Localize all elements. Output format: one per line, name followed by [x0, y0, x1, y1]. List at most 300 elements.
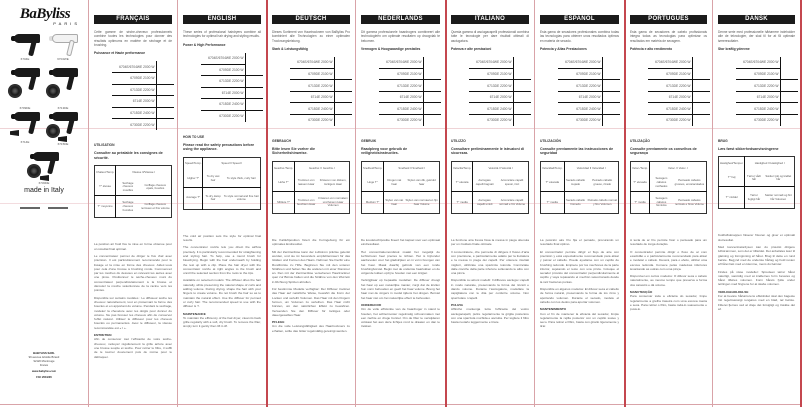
- power-row: [736, 80, 798, 92]
- model-label: 6704WE: [57, 57, 69, 61]
- table-row: [95, 196, 172, 218]
- safety-notice: Raadpleeg voor gebruik de veiligheidsinstructies.: [361, 146, 408, 156]
- table-cell: Séchage cheveux humides: [116, 196, 140, 218]
- table-cell: Acconciare capelli spessi, ricci: [500, 178, 524, 186]
- power-value: 6730DE 2200 W: [648, 114, 692, 126]
- power-value: 6730DE 2200 W: [558, 114, 602, 126]
- power-value: 6730DE 2200 W: [469, 114, 513, 126]
- power-row: [201, 99, 263, 111]
- power-value: 6709DE 2100 W: [469, 68, 513, 80]
- power-table: [736, 57, 798, 126]
- usage-heading: UTILISATION: [94, 143, 115, 148]
- power-value: 6730DE 2200 W: [379, 114, 423, 126]
- performance-heading: Stor kraftig ydeevne: [718, 46, 750, 51]
- table-cell: Penteado cabelos normais e finos Volume: [673, 192, 707, 214]
- power-row: [379, 103, 441, 115]
- power-check-cell: [245, 76, 263, 88]
- language-header: DANSK: [718, 15, 795, 24]
- table-cell: Secagem cabelos molhados: [655, 176, 668, 188]
- table-cell: T° elevada: [541, 175, 565, 192]
- instructions-body: [630, 238, 707, 311]
- usage-heading: UTILIZAÇÃO: [630, 138, 650, 143]
- power-row: [290, 80, 352, 92]
- power-value: 6730DE 2200 W: [201, 110, 245, 122]
- intro-text: Dieses Sortiment von Haartrocknern von BaByliss Pro kombiniert alle Technologien zu einer optimalen Trocknungsleistung.: [272, 30, 350, 43]
- maintenance-heading: VEDLIGEHOLDELSE: [718, 289, 749, 294]
- diffuser-paragraph: Disponibile su alcuni modelli: Il diffusore asciuga i capelli in modo naturale, preservando la forma dei riccioli e dando volume. Durante l'asciugatura, modellare la capigliatura con le dita per conferire volume. Non spazzolare i capelli.: [451, 278, 529, 300]
- table-cell: Secado cabello mojado: [565, 178, 586, 186]
- power-check-cell: [513, 57, 531, 69]
- power-check-cell: [602, 68, 620, 80]
- speed-temp-table: [451, 161, 529, 214]
- performance-heading: Vermogen & Hoogwaardige prestaties: [361, 46, 421, 51]
- power-check-cell: [245, 110, 263, 122]
- table-header-row: [541, 162, 619, 175]
- power-row: [379, 114, 441, 126]
- power-row: [469, 57, 531, 69]
- power-check-cell: [156, 73, 174, 85]
- language-column-lang-2: [267, 0, 355, 407]
- brand-name: BaByliss: [19, 6, 71, 22]
- brand-subtitle: PARIS: [53, 21, 80, 26]
- power-check-cell: [780, 57, 798, 69]
- table-cell: Coiffage cheveux normaux et fins volume: [140, 196, 172, 218]
- maintenance-paragraph: Afin de conserver tout l'efficacité de votre sèche-cheveux, nettoyez régulièrement la grille arrière avec une brosse souple et sèche. Pour retirer le filtre, il suffit de le tourner doucement puis de même pour le débloquer.: [94, 337, 172, 359]
- power-check-cell: [334, 91, 352, 103]
- intro-text: Dit gamma professionele haardrogers combineert alle technologieën om optimale resultaten op droogvlak te bekomen.: [361, 30, 440, 43]
- table-cell: Medium T°: [362, 192, 384, 214]
- table-header-row: [452, 162, 529, 175]
- power-row: [201, 76, 263, 88]
- power-row: [290, 91, 352, 103]
- table-cell: T° media: [541, 192, 565, 214]
- power-value: 6704E/6704WE 2000 W: [743, 60, 779, 65]
- safety-notice: Consulter au préalable les consignes de sécurité.: [94, 151, 163, 160]
- concentrator-paragraph: O concentrador permite dirigir o fluxo de ar com exactidão e é particularmente recomendado para alisar e modelar o cabelo. Deverá, para o efeito, utilizar uma escova redonda. Comece pelas madeixas inferiores levantando as outras com uma pinça.: [630, 249, 707, 271]
- table-header-cell: Veloc./Temp.: [631, 162, 650, 175]
- cold-air-paragraph: The cold air position sets the style for optimal final results.: [183, 233, 261, 243]
- instructions-body: [451, 238, 529, 324]
- hair-dryer-image: [52, 68, 82, 82]
- power-row: [201, 110, 263, 122]
- speed-temp-table: [94, 165, 172, 218]
- language-column-lang-6: [625, 0, 712, 407]
- table-cell: Séchage cheveux mouillés: [122, 180, 134, 192]
- power-value: 6713DE 2200 W: [290, 80, 334, 92]
- model-label: 6715DE: [57, 142, 69, 146]
- maintenance-paragraph: For at bevare hårtørrerens effektivitet skal den bageste rist regelmæssigt rengøres med en blød, tør børste. Filteret fjernes ved at dreje det forsigtigt og trække det af.: [718, 294, 795, 311]
- power-row: [648, 68, 710, 80]
- table-cell: Stylen van normaal en fijn haar Volume: [404, 192, 439, 214]
- concentrator-paragraph: Il concentratore, che permette di dirigere il flusso d'aria con precisione, è particolarmente adatto per la lisciatura e la messa in piega dei capelli. Per ottenere risultati migliori, utilizzate una spazzola rotonda. Cominciate dalle ciocche della parte inferiore sollevando le altre con una pinza.: [451, 249, 529, 276]
- power-row: [201, 87, 263, 99]
- table-cell: Coiffage cheveux épais, bouclés: [144, 182, 167, 191]
- table-cell: Frisieren von normalem und feinem Haar Volumen: [317, 192, 349, 214]
- intro-text: These series of professional hairdryers combine all technologies for optimal hair drying and styling results.: [183, 30, 261, 39]
- power-value: 6730DE 2200 W: [112, 119, 156, 131]
- power-row: [736, 91, 798, 103]
- model-label: 6730DE: [38, 181, 50, 185]
- diffuser-paragraph: Disponible en algunos modelos: El difusor seca el cabello de forma natural, preservando la forma de los rizos y aportando volumen. Durante el secado, modele el cabello con los dedos para aportar volumen.: [540, 287, 619, 304]
- power-check-cell: [513, 103, 531, 115]
- table-cell: Secagem cabelos húmidos: [650, 192, 673, 214]
- power-row: [379, 68, 441, 80]
- power-value: 6709DE 2100 W: [112, 73, 156, 85]
- power-check-cell: [513, 114, 531, 126]
- table-cell: Tørrer fugtigt hår: [745, 187, 763, 209]
- table-row: [362, 192, 440, 214]
- power-row: [379, 80, 441, 92]
- table-header-cell: Velocidad/Temp.: [541, 162, 565, 175]
- table-header-cell: Speed II Speed I: [221, 161, 243, 166]
- table-cell: Secado cabello húmedo: [564, 192, 586, 214]
- table-header-row: [184, 157, 261, 170]
- power-check-cell: [602, 91, 620, 103]
- table-cell: To dry wet hair: [206, 173, 220, 182]
- intro-text: Esta gama de secadores de cabelo profissionais integra todas as tecnologias para optimizar os resultados em matéria de secagem.: [630, 30, 707, 43]
- hair-dryer-image: [14, 112, 44, 126]
- table-header-cell: Geschw./Temp.: [273, 162, 295, 175]
- power-value: 6715DE 2400 W: [379, 103, 423, 115]
- power-check-cell: [156, 119, 174, 131]
- table-cell: Hoge T°: [362, 175, 384, 192]
- power-check-cell: [692, 80, 710, 92]
- power-value: 6714E 2000 W: [469, 91, 513, 103]
- table-row: [719, 170, 795, 187]
- table-cell: T° elevada: [631, 175, 650, 192]
- language-column-lang-3: [356, 0, 445, 407]
- instructions-body: [94, 242, 172, 358]
- table-row: [631, 175, 707, 192]
- table-row: [273, 175, 350, 192]
- power-check-cell: [334, 80, 352, 92]
- power-value: 6715DE 2400 W: [201, 99, 245, 111]
- power-check-cell: [423, 91, 441, 103]
- performance-heading: Power & High Performance: [183, 42, 226, 47]
- table-header-cell: Velocità II Velocità I: [488, 165, 513, 170]
- power-row: [648, 114, 710, 126]
- table-cell: Penteado cabelos grossos, encaracolados: [674, 178, 705, 186]
- power-value: 6704E/6704WE 2000 W: [386, 60, 422, 65]
- power-value: 6709DE 2100 W: [290, 68, 334, 80]
- power-check-cell: [780, 103, 798, 115]
- language-column-lang-1: [178, 0, 266, 407]
- table-row: [631, 192, 707, 214]
- table-row: [452, 192, 529, 214]
- speed-temp-table: [361, 161, 440, 214]
- table-header-cell: Snelheid II Snelheid I: [398, 165, 425, 170]
- power-row: [290, 114, 352, 126]
- power-row: [469, 80, 531, 92]
- power-table: [201, 53, 263, 122]
- instructions-body: [540, 238, 619, 329]
- power-check-cell: [780, 114, 798, 126]
- safety-notice: Consulte previamente las instrucciones de seguridad: [540, 146, 614, 156]
- language-header: PORTUGUÊS: [630, 15, 707, 24]
- table-cell: Asciugare capelli bagnati: [475, 178, 494, 186]
- table-row: [273, 192, 350, 214]
- power-check-cell: [692, 114, 710, 126]
- table-cell: Acconciare capelli normali e fini Volume: [496, 192, 528, 214]
- cover-panel: [0, 0, 88, 407]
- power-row: [558, 91, 620, 103]
- speed-temp-table: [630, 161, 707, 214]
- power-table: [112, 61, 174, 130]
- table-cell: T° elevata: [452, 175, 473, 192]
- power-check-cell: [156, 96, 174, 108]
- power-check-cell: [423, 68, 441, 80]
- speed-temp-table: [718, 156, 795, 209]
- cold-air-paragraph: Die Kaltluftposition fixiert die Formgebung für ein optimales Endresultat.: [272, 238, 350, 247]
- power-row: [201, 64, 263, 76]
- diffuser-image: [27, 164, 41, 178]
- table-cell: To style normal and fine hair volume: [223, 187, 261, 209]
- power-table: [558, 57, 620, 126]
- diffuser-paragraph: Disponível em certos modelos: O difusor seca o cabelo naturalmente, ao mesmo tempo que preserva a forma dos caracóis e dá volume.: [630, 274, 707, 287]
- table-cell: T° middel: [719, 187, 745, 209]
- power-value: 6714E 2000 W: [290, 91, 334, 103]
- language-header: DEUTSCH: [272, 15, 350, 24]
- table-cell: T° media: [452, 192, 473, 214]
- power-row: [736, 57, 798, 69]
- table-row: [95, 179, 172, 196]
- diffuser-paragraph: Für bestimmte Modelle verfügbar: Der Diffuser trocknet das Haar auf natürliche Weise, bewahrt die Form der Locken und verleiht Volumen. Das Haar mit den Fingern formen, um Volumen zu verleihen. Das Haar nicht bürsten, um den natürlichen Effekt zu bewahren. Verwenden Sie den Diffuser für lockiges oder dauergewelltes Haar.: [272, 287, 350, 317]
- usage-heading: UTILIZACIÓN: [540, 138, 561, 143]
- power-row: [469, 114, 531, 126]
- website-link[interactable]: www.babyliss.com: [32, 370, 56, 373]
- maintenance-heading: PULIZIA: [451, 302, 464, 307]
- table-cell: T° élevée: [95, 179, 116, 196]
- power-row: [648, 57, 710, 69]
- power-value: 6704E/6704WE 2000 W: [297, 60, 333, 65]
- table-cell: Peinado cabello grueso, rizado: [592, 178, 613, 186]
- table-row: [541, 192, 619, 214]
- language-header: ESPAÑOL: [540, 15, 619, 24]
- table-row: [362, 175, 440, 192]
- maintenance-heading: PFLEGE: [272, 320, 285, 325]
- table-header-cell: Snelheid/Temp.: [362, 162, 384, 175]
- language-header: NEDERLANDS: [361, 15, 440, 24]
- model-label: 6714E: [20, 140, 30, 144]
- speed-temp-table: [183, 157, 261, 210]
- usage-heading: HOW TO USE: [183, 134, 205, 139]
- hair-dryer-image: [33, 152, 63, 166]
- language-column-lang-4: [446, 0, 534, 407]
- language-column-lang-5: [535, 0, 624, 407]
- cold-air-paragraph: La position air froid fixe la mise en forme obtenue pour un résultat final optimal.: [94, 242, 172, 251]
- power-value: 6714E 2000 W: [648, 91, 692, 103]
- table-row: [541, 175, 619, 192]
- performance-heading: Potenza e alte prestazioni: [451, 46, 492, 51]
- power-row: [112, 96, 174, 108]
- power-value: 6714E 2000 W: [112, 96, 156, 108]
- power-table: [648, 57, 710, 126]
- table-row: [184, 187, 261, 209]
- power-value: 6709DE 2100 W: [379, 68, 423, 80]
- speed-temp-table: [540, 161, 619, 214]
- power-row: [558, 68, 620, 80]
- table-cell: Higher T°: [184, 170, 203, 187]
- table-cell: To style thick, curly hair: [226, 175, 256, 180]
- power-table: [379, 57, 441, 126]
- maintenance-heading: MAINTENANCE: [183, 311, 206, 316]
- hair-dryer-image: [14, 34, 44, 48]
- language-header: ITALIANO: [451, 15, 529, 24]
- table-header-cell: Chaleur/Temp.: [95, 166, 116, 179]
- power-row: [379, 91, 441, 103]
- table-cell: T° média: [631, 192, 650, 214]
- concentrator-paragraph: Het concentratiemondstuk maakt het mogelijk de luchtstroom heel precies te richten. Het is bijzonder aanbevolen voor het gladstrijken en in vorm brengen van het haar. Maak daarbij gebruik van een ronde brushingborstel. Begin met de onderste haarlokken en de volgende lokken opzij te houden met een knijper.: [361, 249, 440, 276]
- table-header-row: [362, 162, 440, 175]
- power-check-cell: [602, 103, 620, 115]
- power-row: [201, 53, 263, 65]
- usage-heading: GEBRAUCH: [272, 138, 292, 143]
- table-cell: T° høj: [719, 170, 745, 187]
- cold-air-paragraph: La posición aire frío fija el peinado, procurando un resultado final óptimo.: [540, 238, 619, 247]
- power-table: [290, 57, 352, 126]
- power-check-cell: [156, 84, 174, 96]
- company-address: [12, 352, 76, 380]
- power-check-cell: [780, 80, 798, 92]
- table-cell: To dry damp hair: [203, 187, 223, 209]
- power-row: [469, 68, 531, 80]
- maintenance-heading: ONDERHOUD: [361, 302, 382, 307]
- instructions-body: [272, 238, 350, 333]
- table-cell: Trocknen von feuchtem Haar: [295, 192, 318, 214]
- power-value: 6704E/6704WE 2000 W: [476, 60, 512, 65]
- power-check-cell: [423, 57, 441, 69]
- power-row: [736, 103, 798, 115]
- power-row: [558, 57, 620, 69]
- power-row: [112, 73, 174, 85]
- table-cell: Sætter normalt og fint hår Volumen: [763, 187, 795, 209]
- safety-notice: Bitte lesen Sie vorher die Sicherheitshinweise.: [272, 146, 315, 156]
- power-check-cell: [602, 80, 620, 92]
- hair-dryer-white-image: [52, 34, 82, 48]
- power-value: 6709DE 2100 W: [736, 68, 780, 80]
- maintenance-paragraph: Affinché mantenga tutta l'efficacia del vostro asciugacapelli, pulire regolarmente la griglia posteriore con una spazzola morbida e asciutta. Per togliere il filtro basta ruotarlo leggermente e tirare.: [451, 307, 529, 325]
- power-row: [112, 107, 174, 119]
- power-check-cell: [692, 91, 710, 103]
- power-row: [112, 84, 174, 96]
- power-row: [290, 68, 352, 80]
- table-cell: Asciugare capelli umidi: [473, 192, 496, 214]
- fold-line: [800, 0, 802, 407]
- table-cell: Trocknen von nassem Haar: [297, 178, 315, 186]
- power-row: [736, 114, 798, 126]
- maintenance-heading: ENTRETIEN: [94, 333, 112, 338]
- maintenance-heading: MANTENIMIENTO: [540, 307, 567, 312]
- maintenance-heading: MANUTENÇÃO: [630, 290, 653, 295]
- table-header-cell: Hastighed II Hastighed I: [754, 160, 785, 165]
- intro-text: Questa gamma di asciugacapelli professionali combina tutte le tecnologie per dare risultati ottimali di asciugatura.: [451, 30, 529, 43]
- power-value: 6713DE 2200 W: [648, 80, 692, 92]
- company-name: BABYLISS SARL: [33, 352, 55, 355]
- made-in-italy: made in Italy: [24, 187, 64, 194]
- power-row: [558, 103, 620, 115]
- power-check-cell: [156, 61, 174, 73]
- table-cell: Sætter tykt og krøllet hår: [765, 173, 792, 182]
- power-check-cell: [602, 114, 620, 126]
- instructions-body: [183, 234, 261, 329]
- italy-flag-bars: [16, 196, 72, 198]
- diffuser-image: [46, 84, 60, 98]
- power-row: [112, 119, 174, 131]
- diffuser-image: [8, 84, 22, 98]
- power-row: [112, 61, 174, 73]
- usage-heading: GEBRUIK: [361, 138, 377, 143]
- power-check-cell: [245, 64, 263, 76]
- power-row: [290, 103, 352, 115]
- table-header-cell: Veloc. II Veloc. I: [668, 165, 688, 170]
- power-value: 6715DE 2400 W: [558, 103, 602, 115]
- power-value: 6704E/6704WE 2000 W: [655, 60, 691, 65]
- power-check-cell: [692, 68, 710, 80]
- cold-air-paragraph: De koudeluchtpositie fixeert het kapsel voor een optimaal eindresultaat.: [361, 238, 440, 247]
- model-label: 6704E: [20, 57, 30, 61]
- power-check-cell: [513, 80, 531, 92]
- power-value: 6730DE 2200 W: [290, 114, 334, 126]
- table-cell: Mittlere T°: [273, 192, 295, 214]
- cold-air-paragraph: La funzione aria fresca fissa la messa in piega ottenuta per un risultato finale ottimale.: [451, 238, 529, 247]
- diffuser-paragraph: Disponible sur certains modèles : Le diffuseur sèche les cheveux naturellement, tout en préservant la forme des boucles et en apportant du volume. Pendant le séchage, modelez la chevelure avec les doigts pour donner du volume. Ne pas brosser les cheveux afin de conserver l'effet naturel. Utilisez le diffuseur pour les cheveux bouclés ou permanentés. Avec le diffuseur, la vitesse recommandée est « I ».: [94, 295, 172, 330]
- power-row: [469, 103, 531, 115]
- power-table: [469, 57, 531, 126]
- concentrator-paragraph: Le concentrateur permet de diriger le flux d'air avec précision. Il est particulièrement recommandé pour le lissage et la mise en forme des cheveux. Aidez-vous pour cela d'une brosse à brushing ronde. Commencez par les mèches du dessous en relevant les autres avec une pince. Positionnez le sèche-cheveux muni du concentrateur perpendiculairement à la brosse et déroulez la mèche sélectionnée de la racine vers les pointes.: [94, 253, 172, 293]
- table-header-cell: Velocità/Temp.: [452, 162, 473, 175]
- intro-text: Denne serie med professionelle hårtørrere indeholder alle de teknologier, der skal til for at få optimale tørreresultater.: [718, 30, 795, 43]
- maintenance-paragraph: To maintain the efficiency of the hair dryer, clean its back grille regularly with a soft, dry brush. To remove the filter, simply turn it gently then lift it off.: [183, 315, 261, 329]
- power-row: [379, 57, 441, 69]
- concentrator-image: [10, 130, 19, 136]
- power-row: [469, 91, 531, 103]
- concentrator-paragraph: Mit der Zentrierdüse kann der Luftstrom präzise gelenkt werden, und sie ist besonders empfehlenswert für das Glätten und Formen des Haars. Nehmen Sie hierfür eine Rundbürste zu Hilfe. Beginnen Sie mit den unteren Strähnen und heben Sie die anderen mit einer Klammer an. Den mit der Zentrierdüse versehenen Haartrockner quer zur Bürste halten und die Strähne von den Wurzeln in Richtung Spitzen abrollen.: [272, 249, 350, 284]
- maintenance-paragraph: Con el fin de mantener la eficacia del secador, limpie regularmente la rejilla posterior con un cepillo suave y seco. Para retirar el filtro, basta con girarlo ligeramente y tirar.: [540, 311, 619, 329]
- table-row: [184, 170, 261, 187]
- power-value: 6713DE 2200 W: [379, 80, 423, 92]
- table-header-row: [95, 166, 172, 179]
- power-value: 6714E 2000 W: [379, 91, 423, 103]
- power-check-cell: [692, 57, 710, 69]
- power-check-cell: [602, 57, 620, 69]
- table-cell: Peinado cabello normal y fino Volumen: [587, 192, 619, 214]
- table-row: [719, 187, 795, 209]
- hair-dryer-image: [52, 112, 82, 126]
- table-header-cell: Velocidad II Velocidad I: [576, 165, 606, 170]
- usage-heading: BRUG: [718, 138, 728, 143]
- speed-temp-table: [272, 161, 350, 214]
- power-check-cell: [423, 114, 441, 126]
- table-cell: Stylen van dik, gekruld haar: [407, 178, 436, 186]
- intro-text: Cette gamme de sèche-cheveux professionnels combine toutes les technologies pour donner des résultats optimums en matière de séchage et de brushing.: [94, 30, 172, 47]
- power-value: 6714E 2000 W: [558, 91, 602, 103]
- concentrator-paragraph: The concentrator nozzle lets you direct the airflow precisely. It is particularly recommended for straightening and styling hair. To help, use a round brush for blowdrying. Begin with the hair underneath by holding the rest up with a clip. Place the hair dryer with the concentrator nozzle at right angles to the brush and unroll the selected section from the roots to the tips.: [183, 245, 262, 276]
- table-header-cell: Vitesse II/Vitesse I: [132, 169, 156, 174]
- power-value: 6713DE 2200 W: [736, 80, 780, 92]
- performance-heading: Puissance et Haute performance: [94, 51, 146, 56]
- cold-air-paragraph: A tecla de ar frio permite fixar o penteado para um resultado de longa duração.: [630, 238, 707, 247]
- table-cell: Drogen nat haar: [387, 178, 402, 186]
- address-country: France: [39, 364, 49, 367]
- table-header-row: [719, 157, 795, 170]
- power-check-cell: [513, 68, 531, 80]
- table-cell: Hohe T°: [273, 175, 295, 192]
- power-value: 6715DE 2400 W: [736, 103, 780, 115]
- maintenance-paragraph: Para conservar toda a eficácia do secador, limpe regularmente a grelha traseira com uma escova macia e seca. Para retirar o filtro, basta rodá-lo suavemente e puxá-lo.: [630, 294, 707, 312]
- power-row: [648, 91, 710, 103]
- power-row: [558, 114, 620, 126]
- safety-notice: Læs først sikkerhedsanvisningerne: [718, 146, 779, 151]
